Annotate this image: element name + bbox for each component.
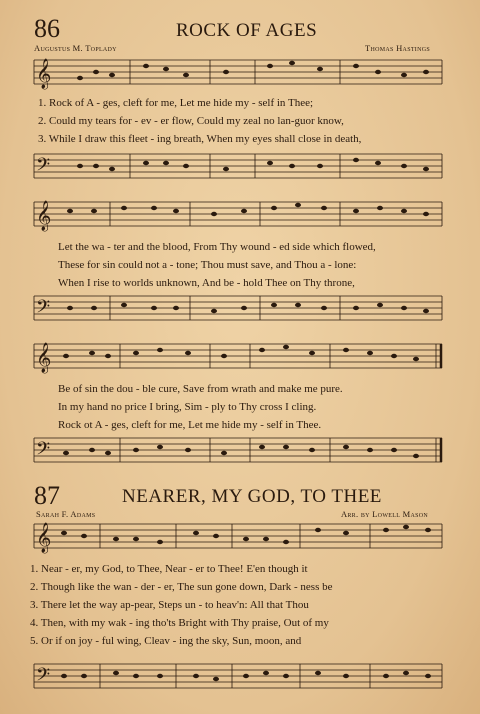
lyric-line: 4. Then, with my wak - ing tho'ts Bright with Thy praise, Out of my bbox=[30, 617, 329, 629]
treble-staff bbox=[0, 520, 480, 560]
bass-staff bbox=[0, 150, 480, 190]
lyric-line: 5. Or if on joy - ful wing, Cleav - ing the sky, Sun, moon, and bbox=[30, 635, 302, 647]
hymn-title-87: NEARER, MY GOD, TO THEE bbox=[122, 486, 382, 507]
bass-staff bbox=[0, 292, 480, 332]
lyric-line: 1. Rock of A - ges, cleft for me, Let me hide my - self in Thee; bbox=[38, 97, 314, 109]
svg-text:𝄞: 𝄞 bbox=[36, 343, 52, 372]
lyric-line: 3. There let the way ap-pear, Steps un - to heav'n: All that Thou bbox=[30, 599, 309, 611]
bass-staff bbox=[0, 434, 480, 474]
treble-staff bbox=[0, 56, 480, 96]
author-credit-87: Sarah F. Adams bbox=[36, 509, 96, 519]
lyric-line: 2. Though like the wan - der - er, The sun gone down, Dark - ness be bbox=[30, 581, 333, 593]
lyric-line: 2. Could my tears for - ev - er flow, Could my zeal no lan-guor know, bbox=[38, 115, 344, 127]
hymn-number-86: 86 bbox=[34, 14, 60, 43]
svg-text:𝄢: 𝄢 bbox=[36, 438, 51, 463]
bass-staff bbox=[0, 660, 480, 700]
lyric-line: In my hand no price I bring, Sim - ply to Thy cross I cling. bbox=[58, 401, 317, 413]
hymn-number-87: 87 bbox=[34, 481, 60, 510]
author-credit-86: Augustus M. Toplady bbox=[34, 43, 117, 53]
composer-credit-87: Arr. by Lowell Mason bbox=[340, 509, 428, 519]
lyric-line: These for sin could not a - tone; Thou must save, and Thou a - lone: bbox=[58, 259, 357, 271]
hymn-title-86: ROCK OF AGES bbox=[176, 20, 318, 41]
lyric-line: 1. Near - er, my God, to Thee, Near - er to Thee! E'en though it bbox=[30, 563, 308, 575]
lyric-line: Let the wa - ter and the blood, From Thy wound - ed side which flowed, bbox=[58, 241, 376, 253]
svg-text:𝄞: 𝄞 bbox=[36, 59, 52, 88]
svg-text:𝄢: 𝄢 bbox=[36, 296, 51, 321]
lyric-line: When I rise to worlds unknown, And be - hold Thee on Thy throne, bbox=[58, 277, 355, 289]
svg-text:𝄞: 𝄞 bbox=[36, 523, 52, 552]
svg-text:𝄞: 𝄞 bbox=[36, 201, 52, 230]
svg-text:𝄢: 𝄢 bbox=[36, 154, 51, 179]
treble-staff bbox=[0, 340, 480, 380]
svg-text:𝄢: 𝄢 bbox=[36, 664, 51, 689]
treble-staff bbox=[0, 198, 480, 238]
lyric-line: 3. While I draw this fleet - ing breath, When my eyes shall close in death, bbox=[38, 133, 362, 145]
lyric-line: Be of sin the dou - ble cure, Save from wrath and make me pure. bbox=[58, 383, 343, 395]
lyric-line: Rock ot A - ges, cleft for me, Let me hide my - self in Thee. bbox=[58, 419, 322, 431]
composer-credit-86: Thomas Hastings bbox=[365, 43, 430, 53]
